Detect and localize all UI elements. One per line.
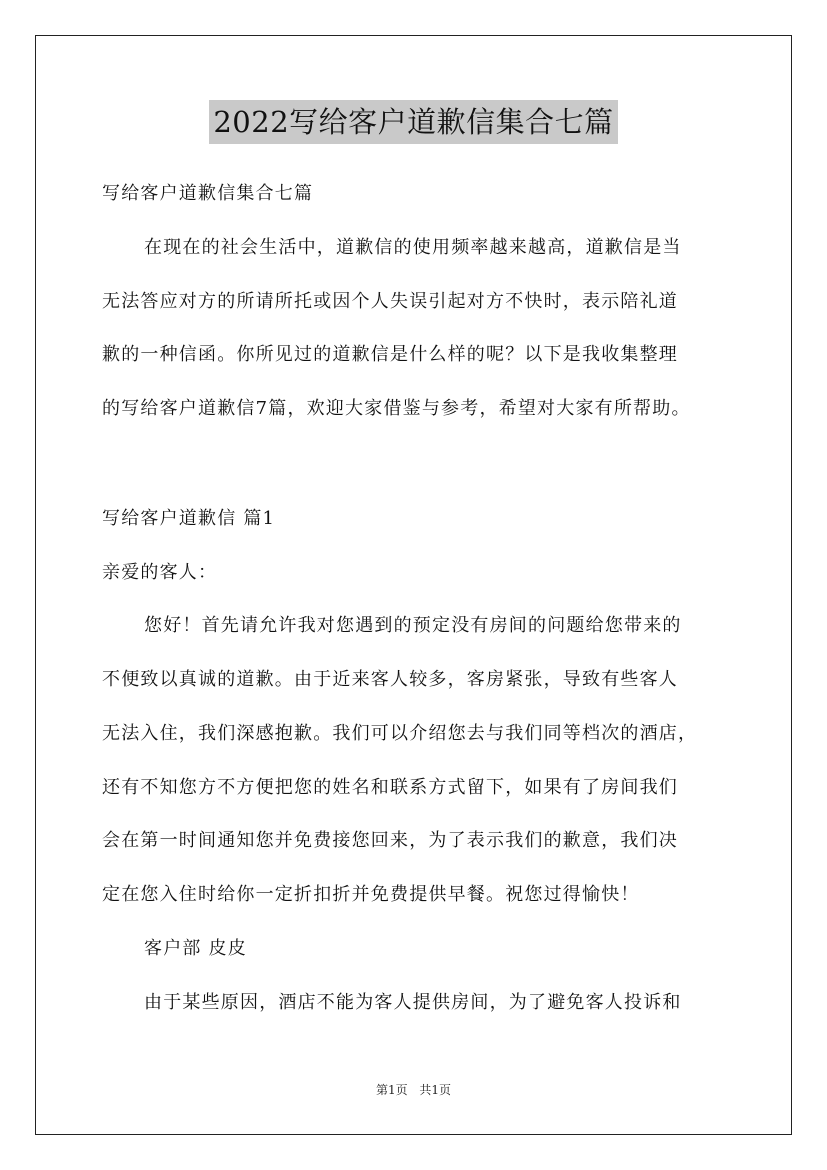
body-line: 无法入住，我们深感抱歉。我们可以介绍您去与我们同等档次的酒店，: [102, 723, 698, 744]
salutation: 亲爱的客人：: [102, 562, 218, 583]
intro-line: 无法答应对方的所请所托或因个人失误引起对方不快时，表示陪礼道: [102, 291, 678, 312]
body-line: 您好！首先请允许我对您遇到的预定没有房间的问题给您带来的: [144, 615, 682, 636]
intro-line: 的写给客户道歉信7篇，欢迎大家借鉴与参考，希望对大家有所帮助。: [102, 398, 691, 419]
continuation-line: 由于某些原因，酒店不能为客人提供房间，为了避免客人投诉和: [144, 992, 682, 1013]
body-line: 不便致以真诚的道歉。由于近来客人较多，客房紧张，导致有些客人: [102, 669, 678, 690]
intro-line: 歉的一种信函。你所见过的道歉信是什么样的呢？以下是我收集整理: [102, 344, 678, 365]
page-total: 共1页: [419, 1083, 452, 1097]
body-line: 还有不知您方不方便把您的姓名和联系方式留下，如果有了房间我们: [102, 777, 678, 798]
page-number: 第1页: [375, 1083, 408, 1097]
document-subtitle: 写给客户道歉信集合七篇: [102, 183, 314, 204]
section-heading: 写给客户道歉信 篇1: [102, 508, 276, 529]
document-title: 2022写给客户道歉信集合七篇: [209, 100, 617, 144]
signature: 客户部 皮皮: [144, 938, 247, 959]
body-line: 定在您入住时给你一定折扣折并免费提供早餐。祝您过得愉快！: [102, 884, 640, 905]
body-line: 会在第一时间通知您并免费接您回来，为了表示我们的歉意，我们决: [102, 830, 678, 851]
title-container: [0, 100, 827, 144]
page-footer: [0, 1082, 827, 1098]
intro-line: 在现在的社会生活中，道歉信的使用频率越来越高，道歉信是当: [144, 237, 682, 258]
